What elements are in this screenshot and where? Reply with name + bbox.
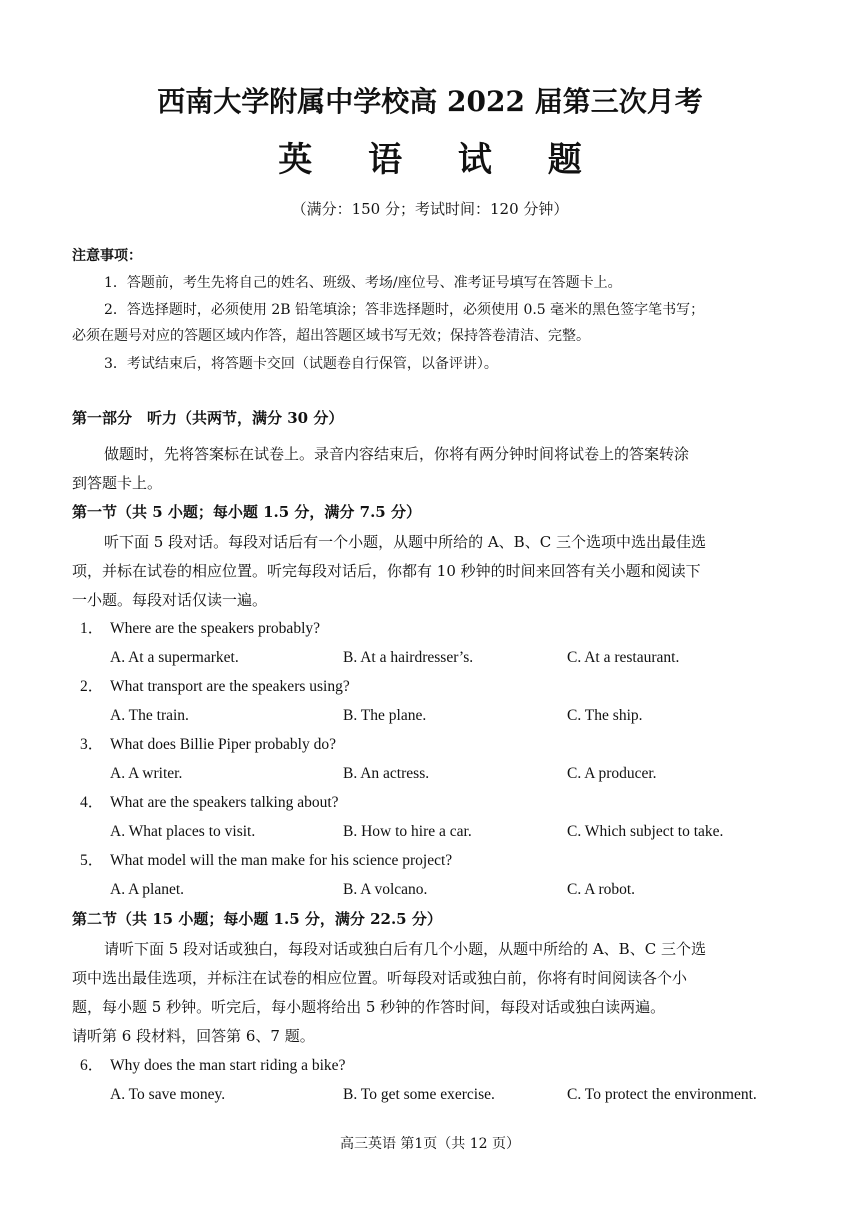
part1-intro: 做题时，先将答案标在试卷上。录音内容结束后，你将有两分钟时间将试卷上的答案转涂 [104, 445, 690, 463]
option-c: C. A robot. [567, 881, 636, 898]
option-a: A. A writer. [110, 765, 183, 782]
option-c: C. The ship. [567, 707, 643, 724]
option-a: A. To save money. [110, 1086, 226, 1103]
option-c: C. Which subject to take. [567, 823, 724, 840]
option-c: C. At a restaurant. [567, 649, 680, 666]
part1-intro-cont: 到答题卡上。 [72, 474, 163, 492]
question-number: 2． [80, 678, 104, 695]
score-time: （满分：150 分；考试时间：120 分钟） [291, 200, 569, 218]
section2-heading: 第二节（共 15 小题；每小题 1.5 分，满分 22.5 分） [72, 910, 442, 928]
subject-title: 英 语 试 题 [278, 140, 604, 180]
exam-title: 西南大学附属中学校高 2022 届第三次月考 [157, 85, 703, 118]
question-number: 1． [80, 620, 104, 637]
question-number: 6． [80, 1057, 104, 1074]
option-a: A. The train. [110, 707, 189, 724]
option-b: B. A volcano. [343, 881, 428, 898]
option-b: B. An actress. [343, 765, 430, 782]
section1-heading: 第一节（共 5 小题；每小题 1.5 分，满分 7.5 分） [72, 503, 421, 521]
notice-item-3: 3．考试结束后，将答题卡交回（试题卷自行保管，以备评讲）。 [104, 356, 498, 372]
question-text: What transport are the speakers using? [110, 678, 350, 695]
option-b: B. How to hire a car. [343, 823, 472, 840]
option-b: B. The plane. [343, 707, 427, 724]
section1-intro-cont: 一小题。每段对话仅读一遍。 [72, 591, 268, 609]
question-text: What model will the man make for his science project? [110, 852, 453, 869]
section2-intro: 请听下面 5 段对话或独白，每段对话或独白后有几个小题，从题中所给的 A、B、C 三个选 [104, 940, 706, 958]
option-b: B. At a hairdresser’s. [343, 649, 474, 666]
option-b: B. To get some exercise. [343, 1086, 495, 1103]
section1-intro-cont: 项，并标在试卷的相应位置。听完每段对话后，你都有 10 秒钟的时间来回答有关小题和阅读下 [72, 562, 701, 580]
notice-item-1: 1．答题前，考生先将自己的姓名、班级、考场/座位号、准考证号填写在答题卡上。 [104, 275, 622, 291]
option-a: A. What places to visit. [110, 823, 256, 840]
question-text: Why does the man start riding a bike? [110, 1057, 346, 1074]
option-a: A. At a supermarket. [110, 649, 239, 666]
question-number: 3． [80, 736, 104, 753]
question-text: What are the speakers talking about? [110, 794, 339, 811]
section2-instruction: 请听第 6 段材料，回答第 6、7 题。 [72, 1027, 315, 1045]
notice-heading: 注意事项： [72, 248, 142, 264]
question-text: What does Billie Piper probably do? [110, 736, 336, 753]
question-text: Where are the speakers probably? [110, 620, 320, 637]
section1-intro: 听下面 5 段对话。每段对话后有一个小题，从题中所给的 A、B、C 三个选项中选出最佳选 [104, 533, 706, 551]
notice-item-2-cont: 必须在题号对应的答题区域内作答，超出答题区域书写无效；保持答卷清洁、完整。 [72, 328, 590, 344]
section2-intro-cont: 项中选出最佳选项，并标注在试卷的相应位置。听每段对话或独白前，你将有时间阅读各个小 [72, 969, 688, 987]
page-footer: 高三英语 第1页（共 12 页） [339, 1136, 521, 1152]
option-a: A. A planet. [110, 881, 185, 898]
option-c: C. To protect the environment. [567, 1086, 757, 1103]
option-c: C. A producer. [567, 765, 657, 782]
question-number: 4． [80, 794, 104, 811]
part1-heading: 第一部分 听力（共两节，满分 30 分） [72, 409, 344, 427]
section2-intro-cont: 题，每小题 5 秒钟。听完后，每小题将给出 5 秒钟的作答时间，每段对话或独白读两遍。 [72, 998, 666, 1016]
notice-item-2: 2．答选择题时，必须使用 2B 铅笔填涂；答非选择题时，必须使用 0.5 毫米的黑色签字笔书写； [104, 302, 705, 318]
question-number: 5． [80, 852, 104, 869]
